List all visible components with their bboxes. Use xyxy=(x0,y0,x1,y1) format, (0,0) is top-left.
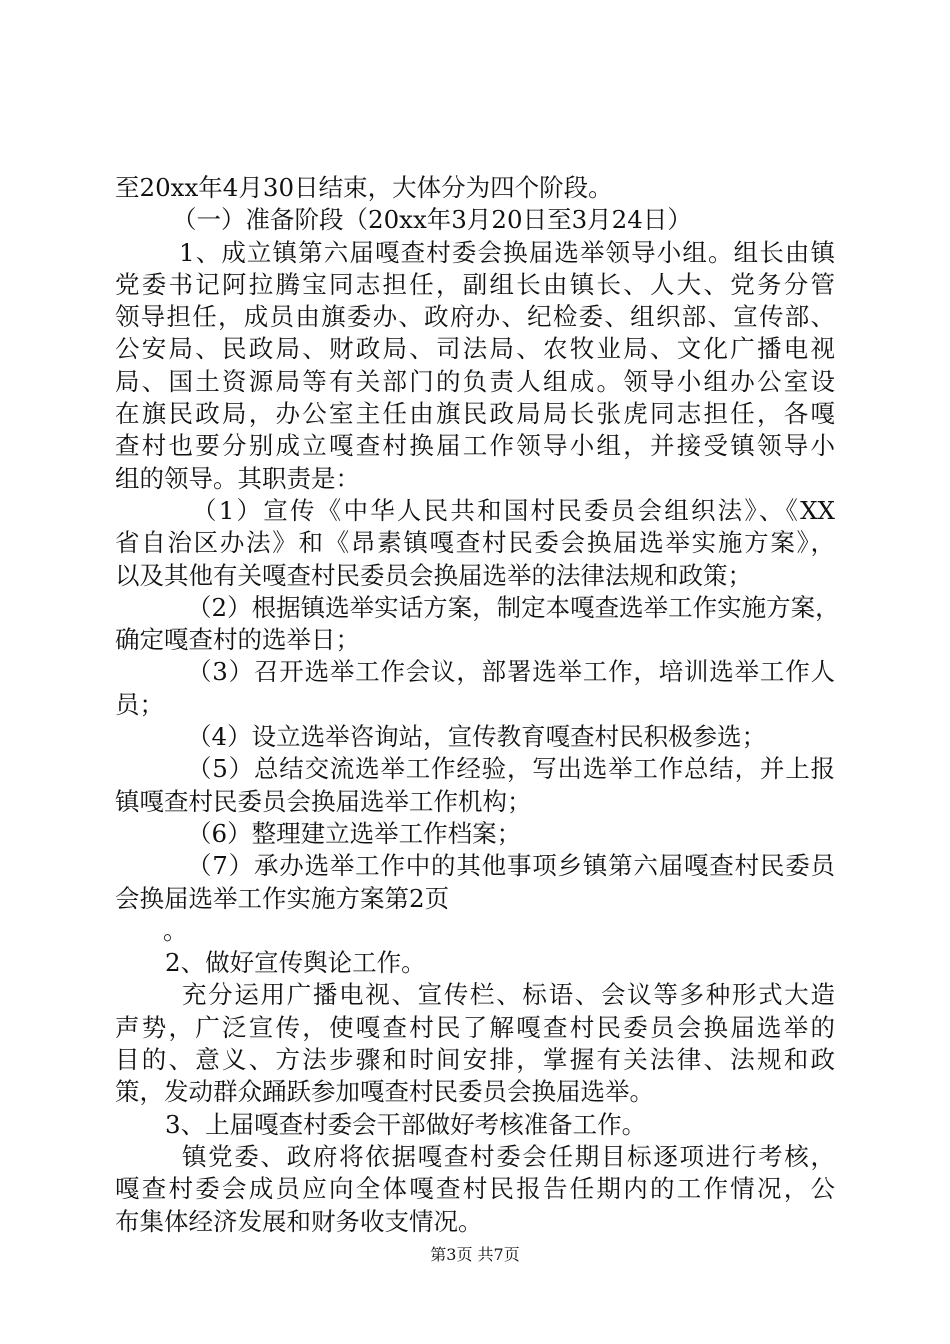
text-line: 1、成立镇第六届嘎查村委会换届选举领导小组。组长由镇 xyxy=(179,237,835,267)
text-line: 。 xyxy=(163,915,188,945)
text-line: 以及其他有关嘎查村民委员会换届选举的法律法规和政策； xyxy=(115,560,752,590)
text-line: 局、国土资源局等有关部门的负责人组成。领导小组办公室设 xyxy=(115,366,835,396)
text-line: 领导担任，成员由旗委办、政府办、纪检委、组织部、宣传部、 xyxy=(115,302,835,332)
text-line: 策，发动群众踊跃参加嘎查村民委员会换届选举。 xyxy=(115,1077,654,1107)
text-line: 员； xyxy=(115,689,164,719)
section-heading: 2、做好宣传舆论工作。 xyxy=(165,948,426,978)
text-line: 查村也要分别成立嘎查村换届工作领导小组，并接受镇领导小 xyxy=(115,431,835,461)
list-item: （5）总结交流选举工作经验，写出选举工作总结，并上报 xyxy=(187,754,835,784)
text-line: 组的领导。其职责是： xyxy=(115,463,360,493)
list-item: （6）整理建立选举工作档案； xyxy=(187,818,522,848)
text-line: 在旗民政局，办公室主任由旗民政局局长张虎同志担任，各嘎 xyxy=(115,399,835,429)
list-item: （2）根据镇选举实话方案，制定本嘎查选举工作实施方案， xyxy=(187,592,840,622)
list-item: （7）承办选举工作中的其他事项乡镇第六届嘎查村民委员 xyxy=(187,851,835,881)
section-heading: 3、上届嘎查村委会干部做好考核准备工作。 xyxy=(165,1109,647,1139)
document-body xyxy=(115,172,840,1238)
text-line: 声势，广泛宣传，使嘎查村民了解嘎查村民委员会换届选举的 xyxy=(115,1012,835,1042)
text-line: 镇嘎查村民委员会换届选举工作机构； xyxy=(115,786,532,816)
page-footer xyxy=(0,1245,950,1265)
list-item: （3）召开选举工作会议，部署选举工作，培训选举工作人 xyxy=(187,657,835,687)
text-line: 确定嘎查村的选举日； xyxy=(115,625,360,655)
page-number: 第3页 共7页 xyxy=(430,1245,520,1264)
text-line: 公安局、民政局、财政局、司法局、农牧业局、文化广播电视 xyxy=(115,334,835,364)
text-line: 省自治区办法》和《昂素镇嘎查村民委会换届选举实施方案》， xyxy=(115,528,835,558)
text-line: 会换届选举工作实施方案第2页 xyxy=(115,883,450,913)
text-line: 嘎查村委会成员应向全体嘎查村民报告任期内的工作情况，公 xyxy=(115,1174,835,1204)
list-item: （1）宣传《中华人民共和国村民委员会组织法》、《XX xyxy=(192,495,835,525)
list-item: （4）设立选举咨询站，宣传教育嘎查村民积极参选； xyxy=(187,722,767,752)
text-line: 镇党委、政府将依据嘎查村委会任期目标逐项进行考核， xyxy=(182,1141,835,1171)
text-line: 至20xx年4月30日结束，大体分为四个阶段。 xyxy=(115,173,613,202)
section-heading: （一）准备阶段（20xx年3月20日至3月24日） xyxy=(172,205,692,235)
text-line: 目的、意义、方法步骤和时间安排，掌握有关法律、法规和政 xyxy=(115,1045,835,1075)
text-line: 充分运用广播电视、宣传栏、标语、会议等多种形式大造 xyxy=(182,980,835,1010)
text-line: 布集体经济发展和财务收支情况。 xyxy=(115,1206,483,1236)
text-line: 党委书记阿拉腾宝同志担任，副组长由镇长、人大、党务分管 xyxy=(115,269,835,299)
